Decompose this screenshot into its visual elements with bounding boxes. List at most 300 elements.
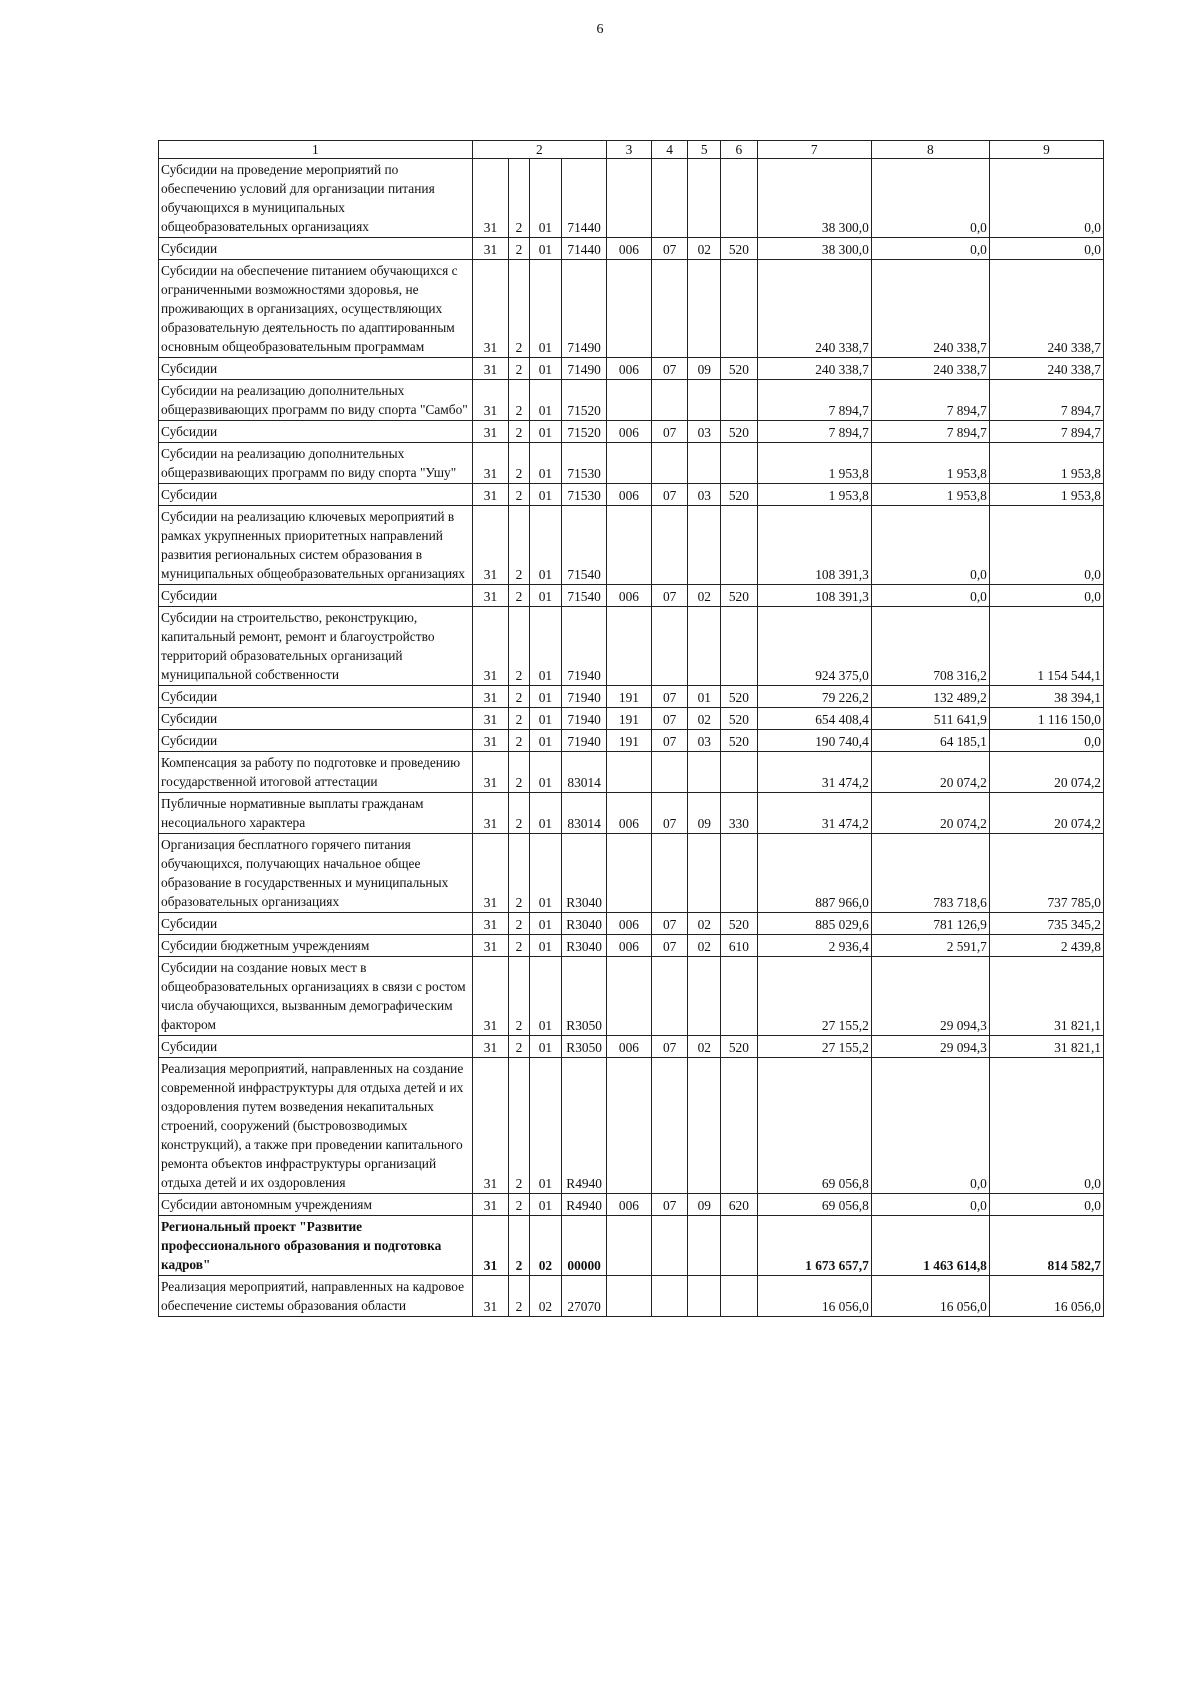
cell-col-8: 240 338,7: [871, 358, 989, 380]
cell-col-6: [721, 607, 758, 686]
code-subprogram: 2: [509, 1276, 529, 1317]
code-subprogram: 2: [509, 1194, 529, 1216]
code-subprogram: 2: [509, 380, 529, 421]
cell-col-5: 02: [688, 708, 721, 730]
cell-col-7: 27 155,2: [757, 1036, 871, 1058]
code-program: 31: [472, 443, 509, 484]
cell-col-6: 620: [721, 1194, 758, 1216]
row-name: Субсидии: [159, 913, 473, 935]
row-name: Субсидии: [159, 686, 473, 708]
cell-col-7: 31 474,2: [757, 752, 871, 793]
code-event: 01: [529, 957, 562, 1036]
cell-col-6: [721, 1216, 758, 1276]
code-program: 31: [472, 238, 509, 260]
header-col-8: 8: [871, 141, 989, 159]
cell-col-5: 03: [688, 421, 721, 443]
cell-col-4: 07: [651, 913, 688, 935]
table-row: [159, 506, 1104, 585]
cell-col-8: 0,0: [871, 1058, 989, 1194]
cell-col-7: 7 894,7: [757, 380, 871, 421]
code-direction: 71490: [562, 358, 607, 380]
code-subprogram: 2: [509, 935, 529, 957]
code-program: 31: [472, 506, 509, 585]
cell-col-6: [721, 1058, 758, 1194]
cell-col-8: 16 056,0: [871, 1276, 989, 1317]
cell-col-5: [688, 1058, 721, 1194]
table-row: [159, 793, 1104, 834]
code-direction: R3040: [562, 834, 607, 913]
cell-col-3: [607, 260, 652, 358]
cell-col-6: [721, 834, 758, 913]
cell-col-8: 2 591,7: [871, 935, 989, 957]
cell-col-9: 0,0: [989, 238, 1103, 260]
code-event: 01: [529, 585, 562, 607]
cell-col-4: [651, 752, 688, 793]
row-name: Субсидии на реализацию дополнительных общеразвивающих программ по виду спорта "Ушу": [159, 443, 473, 484]
cell-col-5: [688, 1216, 721, 1276]
cell-col-7: 240 338,7: [757, 358, 871, 380]
header-col-7: 7: [757, 141, 871, 159]
cell-col-9: 20 074,2: [989, 793, 1103, 834]
cell-col-7: 1 953,8: [757, 484, 871, 506]
cell-col-8: 7 894,7: [871, 380, 989, 421]
cell-col-3: [607, 380, 652, 421]
cell-col-3: 191: [607, 708, 652, 730]
table-row: [159, 913, 1104, 935]
code-event: 01: [529, 380, 562, 421]
code-direction: 27070: [562, 1276, 607, 1317]
cell-col-5: [688, 506, 721, 585]
cell-col-8: 1 953,8: [871, 484, 989, 506]
cell-col-9: 38 394,1: [989, 686, 1103, 708]
code-direction: 71490: [562, 260, 607, 358]
row-name: Субсидии: [159, 358, 473, 380]
cell-col-7: 1 673 657,7: [757, 1216, 871, 1276]
cell-col-7: 2 936,4: [757, 935, 871, 957]
cell-col-3: [607, 957, 652, 1036]
cell-col-8: 0,0: [871, 159, 989, 238]
code-direction: 71940: [562, 708, 607, 730]
row-name: Субсидии на создание новых мест в общеобразовательных организациях в связи с ростом числа обучающихся, вызванным демографическим фактором: [159, 957, 473, 1036]
cell-col-4: [651, 159, 688, 238]
header-col-2: 2: [472, 141, 606, 159]
row-name: Субсидии на строительство, реконструкцию, капитальный ремонт, ремонт и благоустройство территорий образовательных организаций муниципальной собственности: [159, 607, 473, 686]
cell-col-4: [651, 1276, 688, 1317]
cell-col-4: [651, 957, 688, 1036]
cell-col-7: 69 056,8: [757, 1194, 871, 1216]
cell-col-8: 783 718,6: [871, 834, 989, 913]
cell-col-3: [607, 607, 652, 686]
code-subprogram: 2: [509, 506, 529, 585]
cell-col-3: 006: [607, 421, 652, 443]
cell-col-7: 240 338,7: [757, 260, 871, 358]
cell-col-5: [688, 957, 721, 1036]
code-subprogram: 2: [509, 1058, 529, 1194]
cell-col-8: 29 094,3: [871, 957, 989, 1036]
cell-col-3: 006: [607, 358, 652, 380]
cell-col-5: [688, 260, 721, 358]
cell-col-9: 31 821,1: [989, 1036, 1103, 1058]
code-subprogram: 2: [509, 957, 529, 1036]
code-direction: R3040: [562, 913, 607, 935]
header-col-1: 1: [159, 141, 473, 159]
cell-col-5: 02: [688, 935, 721, 957]
code-event: 01: [529, 834, 562, 913]
cell-col-7: 38 300,0: [757, 159, 871, 238]
cell-col-5: 09: [688, 793, 721, 834]
cell-col-4: [651, 506, 688, 585]
code-direction: 71440: [562, 238, 607, 260]
code-event: 01: [529, 159, 562, 238]
code-event: 01: [529, 607, 562, 686]
cell-col-8: 0,0: [871, 1194, 989, 1216]
code-subprogram: 2: [509, 834, 529, 913]
cell-col-5: [688, 834, 721, 913]
code-event: 01: [529, 1036, 562, 1058]
cell-col-8: 1 463 614,8: [871, 1216, 989, 1276]
code-direction: R3040: [562, 935, 607, 957]
cell-col-5: 01: [688, 686, 721, 708]
row-name: Субсидии: [159, 238, 473, 260]
cell-col-8: 0,0: [871, 506, 989, 585]
code-program: 31: [472, 421, 509, 443]
code-program: 31: [472, 585, 509, 607]
row-name: Субсидии бюджетным учреждениям: [159, 935, 473, 957]
cell-col-3: 006: [607, 793, 652, 834]
cell-col-9: 1 116 150,0: [989, 708, 1103, 730]
cell-col-3: 191: [607, 686, 652, 708]
code-subprogram: 2: [509, 358, 529, 380]
code-direction: 71440: [562, 159, 607, 238]
page-number: 6: [596, 22, 604, 37]
code-event: 01: [529, 484, 562, 506]
code-program: 31: [472, 484, 509, 506]
cell-col-6: 520: [721, 708, 758, 730]
cell-col-4: 07: [651, 730, 688, 752]
cell-col-6: 520: [721, 358, 758, 380]
code-program: 31: [472, 1036, 509, 1058]
table-row: [159, 358, 1104, 380]
code-program: 31: [472, 607, 509, 686]
cell-col-7: 885 029,6: [757, 913, 871, 935]
cell-col-5: [688, 159, 721, 238]
code-subprogram: 2: [509, 708, 529, 730]
cell-col-4: [651, 260, 688, 358]
code-direction: R4940: [562, 1194, 607, 1216]
cell-col-8: 240 338,7: [871, 260, 989, 358]
row-name: Субсидии автономным учреждениям: [159, 1194, 473, 1216]
cell-col-5: [688, 380, 721, 421]
cell-col-7: 654 408,4: [757, 708, 871, 730]
cell-col-6: 520: [721, 1036, 758, 1058]
cell-col-9: 240 338,7: [989, 260, 1103, 358]
code-direction: 71940: [562, 730, 607, 752]
cell-col-8: 64 185,1: [871, 730, 989, 752]
code-subprogram: 2: [509, 913, 529, 935]
cell-col-4: 07: [651, 1194, 688, 1216]
table-row: [159, 1216, 1104, 1276]
code-event: 01: [529, 913, 562, 935]
row-name: Субсидии на реализацию ключевых мероприятий в рамках укрупненных приоритетных направлений развития региональных систем образования в муниципальных общеобразовательных организациях: [159, 506, 473, 585]
cell-col-9: 31 821,1: [989, 957, 1103, 1036]
row-name: Субсидии: [159, 421, 473, 443]
code-event: 01: [529, 1058, 562, 1194]
cell-col-9: 814 582,7: [989, 1216, 1103, 1276]
code-event: 01: [529, 421, 562, 443]
code-event: 01: [529, 506, 562, 585]
cell-col-3: 006: [607, 585, 652, 607]
cell-col-6: 520: [721, 238, 758, 260]
code-event: 01: [529, 443, 562, 484]
table-row: [159, 686, 1104, 708]
cell-col-8: 132 489,2: [871, 686, 989, 708]
code-program: 31: [472, 1216, 509, 1276]
cell-col-6: 520: [721, 686, 758, 708]
cell-col-4: 07: [651, 1036, 688, 1058]
cell-col-5: 02: [688, 585, 721, 607]
cell-col-9: 0,0: [989, 1194, 1103, 1216]
cell-col-7: 1 953,8: [757, 443, 871, 484]
cell-col-8: 0,0: [871, 238, 989, 260]
cell-col-3: [607, 1216, 652, 1276]
code-subprogram: 2: [509, 159, 529, 238]
table-row: [159, 834, 1104, 913]
cell-col-3: [607, 752, 652, 793]
cell-col-8: 708 316,2: [871, 607, 989, 686]
code-event: 01: [529, 752, 562, 793]
cell-col-6: [721, 260, 758, 358]
code-program: 31: [472, 935, 509, 957]
cell-col-5: 09: [688, 1194, 721, 1216]
cell-col-5: 02: [688, 238, 721, 260]
cell-col-3: [607, 159, 652, 238]
code-program: 31: [472, 1276, 509, 1317]
cell-col-4: [651, 443, 688, 484]
cell-col-4: 07: [651, 238, 688, 260]
row-name: Субсидии: [159, 730, 473, 752]
cell-col-5: 09: [688, 358, 721, 380]
table-row: [159, 1276, 1104, 1317]
code-program: 31: [472, 159, 509, 238]
code-program: 31: [472, 913, 509, 935]
code-event: 01: [529, 686, 562, 708]
cell-col-6: [721, 752, 758, 793]
cell-col-9: 0,0: [989, 730, 1103, 752]
cell-col-8: 781 126,9: [871, 913, 989, 935]
cell-col-3: [607, 1058, 652, 1194]
code-program: 31: [472, 1194, 509, 1216]
cell-col-9: 2 439,8: [989, 935, 1103, 957]
code-direction: R3050: [562, 957, 607, 1036]
table-row: [159, 443, 1104, 484]
code-direction: 00000: [562, 1216, 607, 1276]
cell-col-7: 16 056,0: [757, 1276, 871, 1317]
cell-col-6: 610: [721, 935, 758, 957]
cell-col-6: [721, 380, 758, 421]
header-col-9: 9: [989, 141, 1103, 159]
code-program: 31: [472, 380, 509, 421]
cell-col-6: [721, 1276, 758, 1317]
cell-col-4: 07: [651, 585, 688, 607]
cell-col-6: 520: [721, 484, 758, 506]
cell-col-9: 0,0: [989, 159, 1103, 238]
cell-col-8: 29 094,3: [871, 1036, 989, 1058]
cell-col-4: [651, 607, 688, 686]
code-subprogram: 2: [509, 1036, 529, 1058]
code-program: 31: [472, 708, 509, 730]
code-event: 01: [529, 238, 562, 260]
code-program: 31: [472, 957, 509, 1036]
cell-col-9: 0,0: [989, 506, 1103, 585]
row-name: Субсидии: [159, 1036, 473, 1058]
cell-col-9: 0,0: [989, 585, 1103, 607]
table-row: [159, 607, 1104, 686]
cell-col-4: [651, 380, 688, 421]
cell-col-9: 7 894,7: [989, 380, 1103, 421]
cell-col-7: 190 740,4: [757, 730, 871, 752]
cell-col-3: 006: [607, 935, 652, 957]
cell-col-4: [651, 834, 688, 913]
cell-col-6: [721, 443, 758, 484]
table-row: [159, 752, 1104, 793]
code-event: 01: [529, 260, 562, 358]
row-name: Реализация мероприятий, направленных на создание современной инфраструктуры для отдыха детей и их оздоровления путем возведения некапитальных строений, сооружений (быстровозводимых конструкций), а также при проведении капитального ремонта объектов инфраструктуры организаций отдыха детей и их оздоровления: [159, 1058, 473, 1194]
code-program: 31: [472, 793, 509, 834]
code-event: 01: [529, 730, 562, 752]
table-row: [159, 585, 1104, 607]
code-direction: 71540: [562, 585, 607, 607]
code-subprogram: 2: [509, 421, 529, 443]
cell-col-8: 7 894,7: [871, 421, 989, 443]
cell-col-5: 02: [688, 913, 721, 935]
code-event: 01: [529, 358, 562, 380]
cell-col-8: 0,0: [871, 585, 989, 607]
table-row: [159, 484, 1104, 506]
code-subprogram: 2: [509, 238, 529, 260]
row-name: Реализация мероприятий, направленных на кадровое обеспечение системы образования области: [159, 1276, 473, 1317]
cell-col-9: 1 953,8: [989, 484, 1103, 506]
cell-col-3: [607, 443, 652, 484]
cell-col-4: 07: [651, 358, 688, 380]
code-program: 31: [472, 260, 509, 358]
code-program: 31: [472, 686, 509, 708]
cell-col-3: [607, 506, 652, 585]
table-row: [159, 380, 1104, 421]
cell-col-4: 07: [651, 935, 688, 957]
code-subprogram: 2: [509, 443, 529, 484]
code-subprogram: 2: [509, 793, 529, 834]
cell-col-4: 07: [651, 708, 688, 730]
cell-col-7: 7 894,7: [757, 421, 871, 443]
cell-col-6: [721, 506, 758, 585]
code-event: 01: [529, 793, 562, 834]
cell-col-4: 07: [651, 686, 688, 708]
code-subprogram: 2: [509, 752, 529, 793]
cell-col-3: 006: [607, 1036, 652, 1058]
header-col-3: 3: [607, 141, 652, 159]
cell-col-9: 737 785,0: [989, 834, 1103, 913]
code-direction: 71530: [562, 443, 607, 484]
cell-col-9: 0,0: [989, 1058, 1103, 1194]
code-direction: R3050: [562, 1036, 607, 1058]
cell-col-5: 03: [688, 484, 721, 506]
cell-col-6: 520: [721, 730, 758, 752]
cell-col-3: 006: [607, 913, 652, 935]
table-row: [159, 730, 1104, 752]
cell-col-4: 07: [651, 421, 688, 443]
budget-table: [158, 140, 1104, 1317]
table-header-row: [159, 141, 1104, 159]
code-direction: 71540: [562, 506, 607, 585]
cell-col-4: [651, 1216, 688, 1276]
cell-col-3: 006: [607, 1194, 652, 1216]
cell-col-9: 1 953,8: [989, 443, 1103, 484]
cell-col-9: 7 894,7: [989, 421, 1103, 443]
row-name: Субсидии на обеспечение питанием обучающихся с ограниченными возможностями здоровья, не проживающих в организациях, осуществляющих образовательную деятельность по адаптированным основным общеобразовательным программам: [159, 260, 473, 358]
table-row: [159, 238, 1104, 260]
row-name: Субсидии: [159, 585, 473, 607]
code-direction: 71520: [562, 421, 607, 443]
row-name: Организация бесплатного горячего питания обучающихся, получающих начальное общее образование в государственных и муниципальных образовательных организациях: [159, 834, 473, 913]
table-row: [159, 260, 1104, 358]
code-subprogram: 2: [509, 1216, 529, 1276]
code-direction: R4940: [562, 1058, 607, 1194]
table-row: [159, 421, 1104, 443]
cell-col-4: 07: [651, 793, 688, 834]
cell-col-8: 20 074,2: [871, 752, 989, 793]
code-direction: 71940: [562, 686, 607, 708]
cell-col-6: [721, 957, 758, 1036]
cell-col-5: [688, 752, 721, 793]
code-event: 02: [529, 1216, 562, 1276]
row-name: Субсидии на реализацию дополнительных общеразвивающих программ по виду спорта "Самбо": [159, 380, 473, 421]
row-name: Региональный проект "Развитие профессионального образования и подготовка кадров": [159, 1216, 473, 1276]
cell-col-7: 69 056,8: [757, 1058, 871, 1194]
table-row: [159, 708, 1104, 730]
table-row: [159, 935, 1104, 957]
cell-col-9: 1 154 544,1: [989, 607, 1103, 686]
cell-col-7: 27 155,2: [757, 957, 871, 1036]
code-program: 31: [472, 752, 509, 793]
code-direction: 83014: [562, 793, 607, 834]
cell-col-3: 006: [607, 238, 652, 260]
cell-col-6: 520: [721, 585, 758, 607]
row-name: Компенсация за работу по подготовке и проведению государственной итоговой аттестации: [159, 752, 473, 793]
cell-col-3: [607, 1276, 652, 1317]
cell-col-7: 887 966,0: [757, 834, 871, 913]
cell-col-4: 07: [651, 484, 688, 506]
code-subprogram: 2: [509, 730, 529, 752]
cell-col-6: [721, 159, 758, 238]
table-row: [159, 1194, 1104, 1216]
cell-col-7: 79 226,2: [757, 686, 871, 708]
cell-col-5: [688, 443, 721, 484]
cell-col-5: [688, 1276, 721, 1317]
row-name: Публичные нормативные выплаты гражданам несоциального характера: [159, 793, 473, 834]
cell-col-5: 02: [688, 1036, 721, 1058]
cell-col-7: 108 391,3: [757, 506, 871, 585]
header-col-6: 6: [721, 141, 758, 159]
table-body: [159, 159, 1104, 1317]
code-program: 31: [472, 834, 509, 913]
cell-col-3: [607, 834, 652, 913]
code-event: 02: [529, 1276, 562, 1317]
cell-col-5: 03: [688, 730, 721, 752]
cell-col-7: 38 300,0: [757, 238, 871, 260]
code-event: 01: [529, 1194, 562, 1216]
code-subprogram: 2: [509, 585, 529, 607]
cell-col-3: 191: [607, 730, 652, 752]
